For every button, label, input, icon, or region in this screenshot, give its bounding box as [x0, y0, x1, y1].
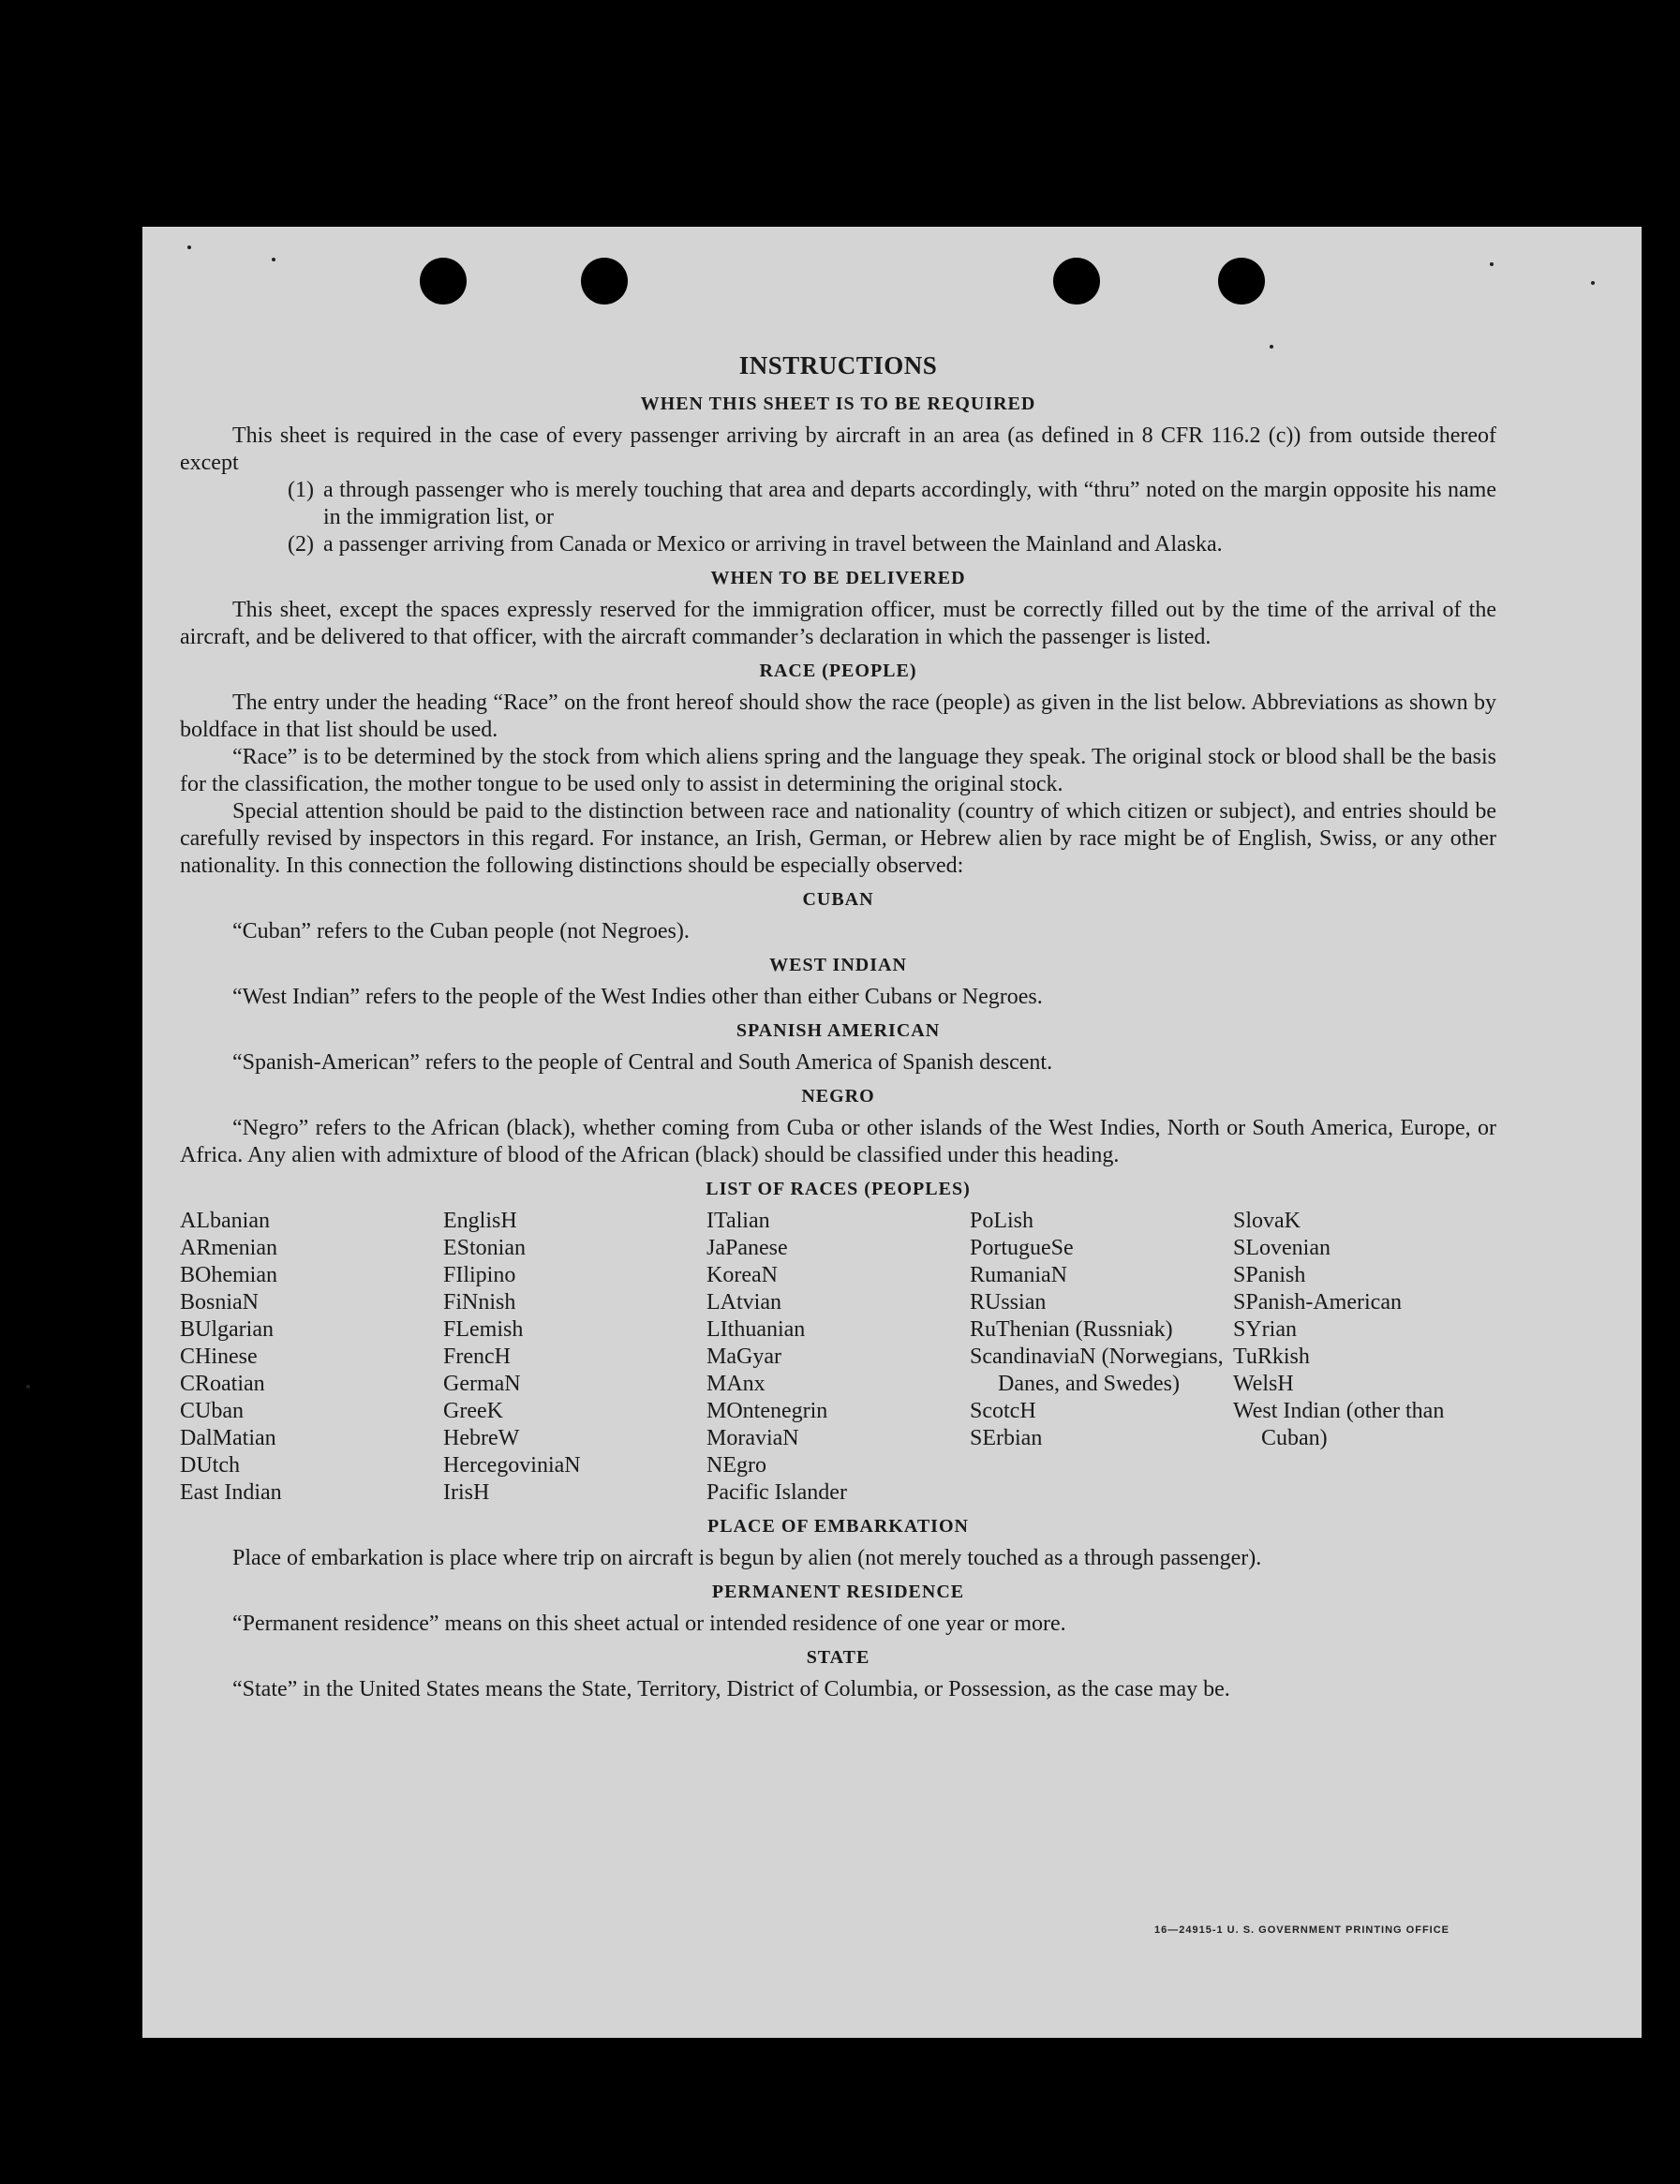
race-entry: CUban — [180, 1399, 244, 1423]
race-entry: JaPanese — [706, 1236, 788, 1260]
race-entry: ScotcH — [970, 1399, 1036, 1423]
speck — [187, 245, 191, 249]
heading-spanish-american: SPANISH AMERICAN — [736, 1020, 941, 1041]
race-entry: IrisH — [443, 1480, 490, 1505]
race-paragraph: “Race” is to be determined by the stock from which aliens spring and the language they speak. The original stock or blood shall be the basis for the classification, the mother tongue to be used only to assist in determining the original stock. — [180, 745, 1496, 796]
race-entry: PortugueSe — [970, 1236, 1074, 1260]
when-delivered-text: This sheet, except the spaces expressly reserved for the immigration officer, must be correctly filled out by the time of the arrival of the aircraft, and be delivered to that officer, with the aircraft commander’s declaration in which the passenger is listed. — [180, 598, 1496, 649]
item-number: (2) — [288, 532, 314, 557]
race-entry: ALbanian — [180, 1209, 270, 1233]
punch-hole — [1218, 258, 1265, 305]
exception-item — [288, 477, 1496, 531]
race-entry: SErbian — [970, 1426, 1043, 1450]
race-entry: FrencH — [443, 1345, 511, 1369]
race-entry: GreeK — [443, 1399, 503, 1423]
race-entry: ARmenian — [180, 1236, 277, 1260]
race-entry: NEgro — [706, 1453, 766, 1478]
race-entry: ScandinaviaN (Norwegians, Danes, and Swedes) — [970, 1345, 1224, 1396]
race-entry: MAnx — [706, 1372, 766, 1396]
heading-when-required: WHEN THIS SHEET IS TO BE REQUIRED — [640, 394, 1036, 414]
races-column — [1233, 1208, 1496, 1507]
embarkation-text: Place of embarkation is place where trip on aircraft is begun by alien (not merely touched as a through passenger). — [232, 1546, 1262, 1570]
page-title: INSTRUCTIONS — [738, 351, 938, 379]
heading-cuban: CUBAN — [802, 889, 874, 910]
race-entry: SLovenian — [1233, 1236, 1331, 1260]
race-entry: EStonian — [443, 1236, 526, 1260]
race-entry: MOntenegrin — [706, 1399, 828, 1423]
negro-text: “Negro” refers to the African (black), whether coming from Cuba or other islands of the West Indies, North or South America, Europe, or Africa. Any alien with admixture of blood of the African (black) should be classified under this heading. — [180, 1116, 1496, 1167]
race-entry: ITalian — [706, 1209, 770, 1233]
punch-hole — [581, 258, 628, 305]
race-entry: GermaN — [443, 1372, 521, 1396]
heading-negro: NEGRO — [801, 1086, 875, 1107]
race-entry: HebreW — [443, 1426, 520, 1450]
residence-text: “Permanent residence” means on this sheet actual or intended residence of one year or more. — [232, 1612, 1066, 1636]
item-text: a passenger arriving from Canada or Mexico or arriving in travel between the Mainland and Alaska. — [323, 532, 1223, 557]
heading-residence: PERMANENT RESIDENCE — [711, 1582, 965, 1602]
race-entry: LAtvian — [706, 1290, 781, 1315]
speck — [1490, 262, 1494, 266]
instructions-content — [180, 351, 1496, 1703]
race-entry: SPanish — [1233, 1263, 1306, 1287]
cuban-text: “Cuban” refers to the Cuban people (not Negroes). — [232, 919, 690, 943]
race-paragraph: Special attention should be paid to the distinction between race and nationality (country of which citizen or subject), and entries should be carefully revised by inspectors in this regard. For instance, an Irish, German, or Hebrew alien by race might be of English, Swiss, or any other nationality. In this connection the following distinctions should be especially observed: — [180, 799, 1496, 878]
race-entry: SlovaK — [1233, 1209, 1301, 1233]
race-entry: KoreaN — [706, 1263, 778, 1287]
race-entry: EnglisH — [443, 1209, 517, 1233]
race-entry: FiNnish — [443, 1290, 516, 1315]
race-entry: DalMatian — [180, 1426, 276, 1450]
race-entry: SYrian — [1233, 1317, 1297, 1342]
race-entry: MoraviaN — [706, 1426, 799, 1450]
race-entry: TuRkish — [1233, 1345, 1310, 1369]
race-entry: RumaniaN — [970, 1263, 1067, 1287]
races-list — [180, 1208, 1496, 1507]
race-entry: RuThenian (Russniak) — [970, 1317, 1173, 1342]
item-text: a through passenger who is merely touching that area and departs accordingly, with “thru” noted on the margin opposite his name in the immigration list, or — [323, 478, 1496, 529]
race-entry: West Indian (other than Cuban) — [1233, 1399, 1445, 1450]
races-column — [180, 1208, 443, 1507]
race-entry: CHinese — [180, 1345, 258, 1369]
heading-state: STATE — [806, 1647, 870, 1668]
race-entry: WelsH — [1233, 1372, 1294, 1396]
races-column — [706, 1208, 970, 1507]
race-entry: HercegoviniaN — [443, 1453, 581, 1478]
race-entry: CRoatian — [180, 1372, 265, 1396]
race-entry: BUlgarian — [180, 1317, 274, 1342]
when-required-intro: This sheet is required in the case of every passenger arriving by aircraft in an area (as defined in 8 CFR 116.2 (c)) from outside thereof except — [180, 423, 1496, 475]
race-entry: Pacific Islander — [706, 1480, 847, 1505]
race-entry: BosniaN — [180, 1290, 259, 1315]
heading-embarkation: PLACE OF EMBARKATION — [707, 1516, 969, 1537]
speck — [272, 258, 275, 261]
speck — [1270, 345, 1273, 349]
punch-hole — [1053, 258, 1100, 305]
race-entry: LIthuanian — [706, 1317, 806, 1342]
item-number: (1) — [288, 478, 314, 502]
race-entry: MaGyar — [706, 1345, 781, 1369]
races-column — [970, 1208, 1233, 1507]
heading-race: RACE (PEOPLE) — [759, 661, 917, 681]
race-entry: FIlipino — [443, 1263, 516, 1287]
spanish-american-text: “Spanish-American” refers to the people of Central and South America of Spanish descent. — [232, 1050, 1053, 1075]
heading-west-indian: WEST INDIAN — [769, 955, 907, 975]
race-entry: DUtch — [180, 1453, 240, 1478]
race-entry: BOhemian — [180, 1263, 277, 1287]
race-entry: FLemish — [443, 1317, 524, 1342]
speck — [26, 1385, 30, 1389]
races-column — [443, 1208, 706, 1507]
race-entry: RUssian — [970, 1290, 1047, 1315]
exception-item — [288, 531, 1496, 558]
heading-when-delivered: WHEN TO BE DELIVERED — [710, 568, 966, 588]
state-text: “State” in the United States means the State, Territory, District of Columbia, or Possession, as the case may be. — [232, 1677, 1230, 1701]
race-entry: SPanish-American — [1233, 1290, 1402, 1315]
west-indian-text: “West Indian” refers to the people of the West Indies other than either Cubans or Negroes. — [232, 985, 1043, 1009]
printing-office-footer: 16—24915-1 U. S. GOVERNMENT PRINTING OFFICE — [1154, 1924, 1450, 1936]
punch-hole — [420, 258, 467, 305]
race-entry: PoLish — [970, 1209, 1034, 1233]
race-entry: East Indian — [180, 1480, 282, 1505]
heading-list-of-races: LIST OF RACES (PEOPLES) — [706, 1179, 971, 1199]
race-paragraph: The entry under the heading “Race” on the front hereof should show the race (people) as given in the list below. Abbreviations as shown by boldface in that list should be used. — [180, 691, 1496, 742]
speck — [1591, 281, 1595, 285]
